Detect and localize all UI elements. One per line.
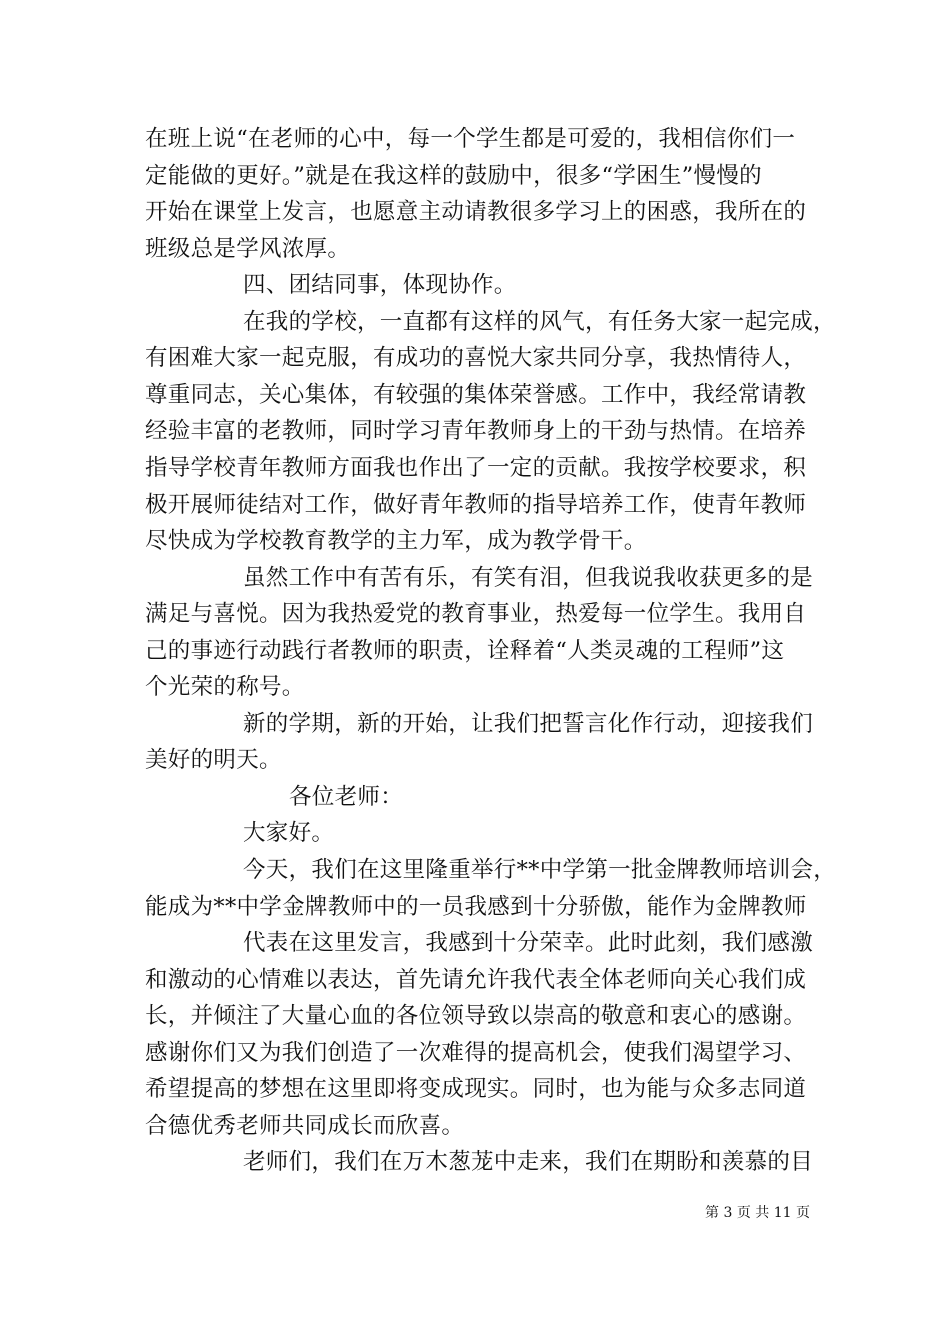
salutation: 各位老师：: [289, 784, 404, 810]
text-line: 代表在这里发言，我感到十分荣幸。此时此刻，我们感激: [243, 930, 814, 956]
text-line: 经验丰富的老教师，同时学习青年教师身上的干劲与热情。在培养: [145, 418, 807, 444]
text-line: 尊重同志，关心集体，有较强的集体荣誉感。工作中，我经常请教: [145, 382, 807, 408]
text-line: 美好的明天。: [145, 747, 282, 773]
text-line: 今天，我们在这里隆重举行**中学第一批金牌教师培训会，: [243, 857, 837, 883]
text-line: 开始在课堂上发言，也愿意主动请教很多学习上的困惑，我所在的: [145, 199, 807, 225]
text-line: 感谢你们又为我们创造了一次难得的提高机会，使我们渴望学习、: [145, 1040, 807, 1066]
text-line: 满足与喜悦。因为我热爱党的教育事业，热爱每一位学生。我用自: [145, 601, 807, 627]
text-line: 虽然工作中有苦有乐，有笑有泪，但我说我收获更多的是: [243, 565, 814, 591]
text-line: 合德优秀老师共同成长而欣喜。: [145, 1113, 465, 1139]
text-line: 定能做的更好。”就是在我这样的鼓励中，很多“学困生”慢慢的: [145, 163, 762, 189]
text-line: 有困难大家一起克服，有成功的喜悦大家共同分享，我热情待人，: [145, 345, 807, 371]
text-line: 班级总是学风浓厚。: [145, 236, 351, 262]
text-line: 新的学期，新的开始，让我们把誓言化作行动，迎接我们: [243, 711, 814, 737]
text-line: 能成为**中学金牌教师中的一员我感到十分骄傲，能作为金牌教师: [145, 894, 807, 920]
text-line: 尽快成为学校教育教学的主力军，成为教学骨干。: [145, 528, 647, 554]
text-line: 极开展师徒结对工作，做好青年教师的指导培养工作，使青年教师: [145, 492, 807, 518]
section-heading: 四、团结同事，体现协作。: [243, 272, 517, 298]
text-line: 在我的学校，一直都有这样的风气，有任务大家一起完成，: [243, 309, 836, 335]
text-line: 希望提高的梦想在这里即将变成现实。同时，也为能与众多志同道: [145, 1076, 807, 1102]
text-line: 长，并倾注了大量心血的各位领导致以崇高的敬意和衷心的感谢。: [145, 1003, 807, 1029]
text-line: 己的事迹行动践行者教师的职责，诠释着“人类灵魂的工程师”这: [145, 638, 785, 664]
text-line: 个光荣的称号。: [145, 674, 305, 700]
text-line: 和激动的心情难以表达，首先请允许我代表全体老师向关心我们成: [145, 967, 807, 993]
page-number: 第 3 页 共 11 页: [705, 1205, 810, 1221]
text-line: 在班上说“在老师的心中，每一个学生都是可爱的，我相信你们一: [145, 126, 796, 152]
greeting: 大家好。: [243, 820, 335, 846]
text-line: 老师们，我们在万木葱茏中走来，我们在期盼和羡慕的目: [243, 1149, 814, 1175]
text-line: 指导学校青年教师方面我也作出了一定的贡献。我按学校要求，积: [145, 455, 807, 481]
